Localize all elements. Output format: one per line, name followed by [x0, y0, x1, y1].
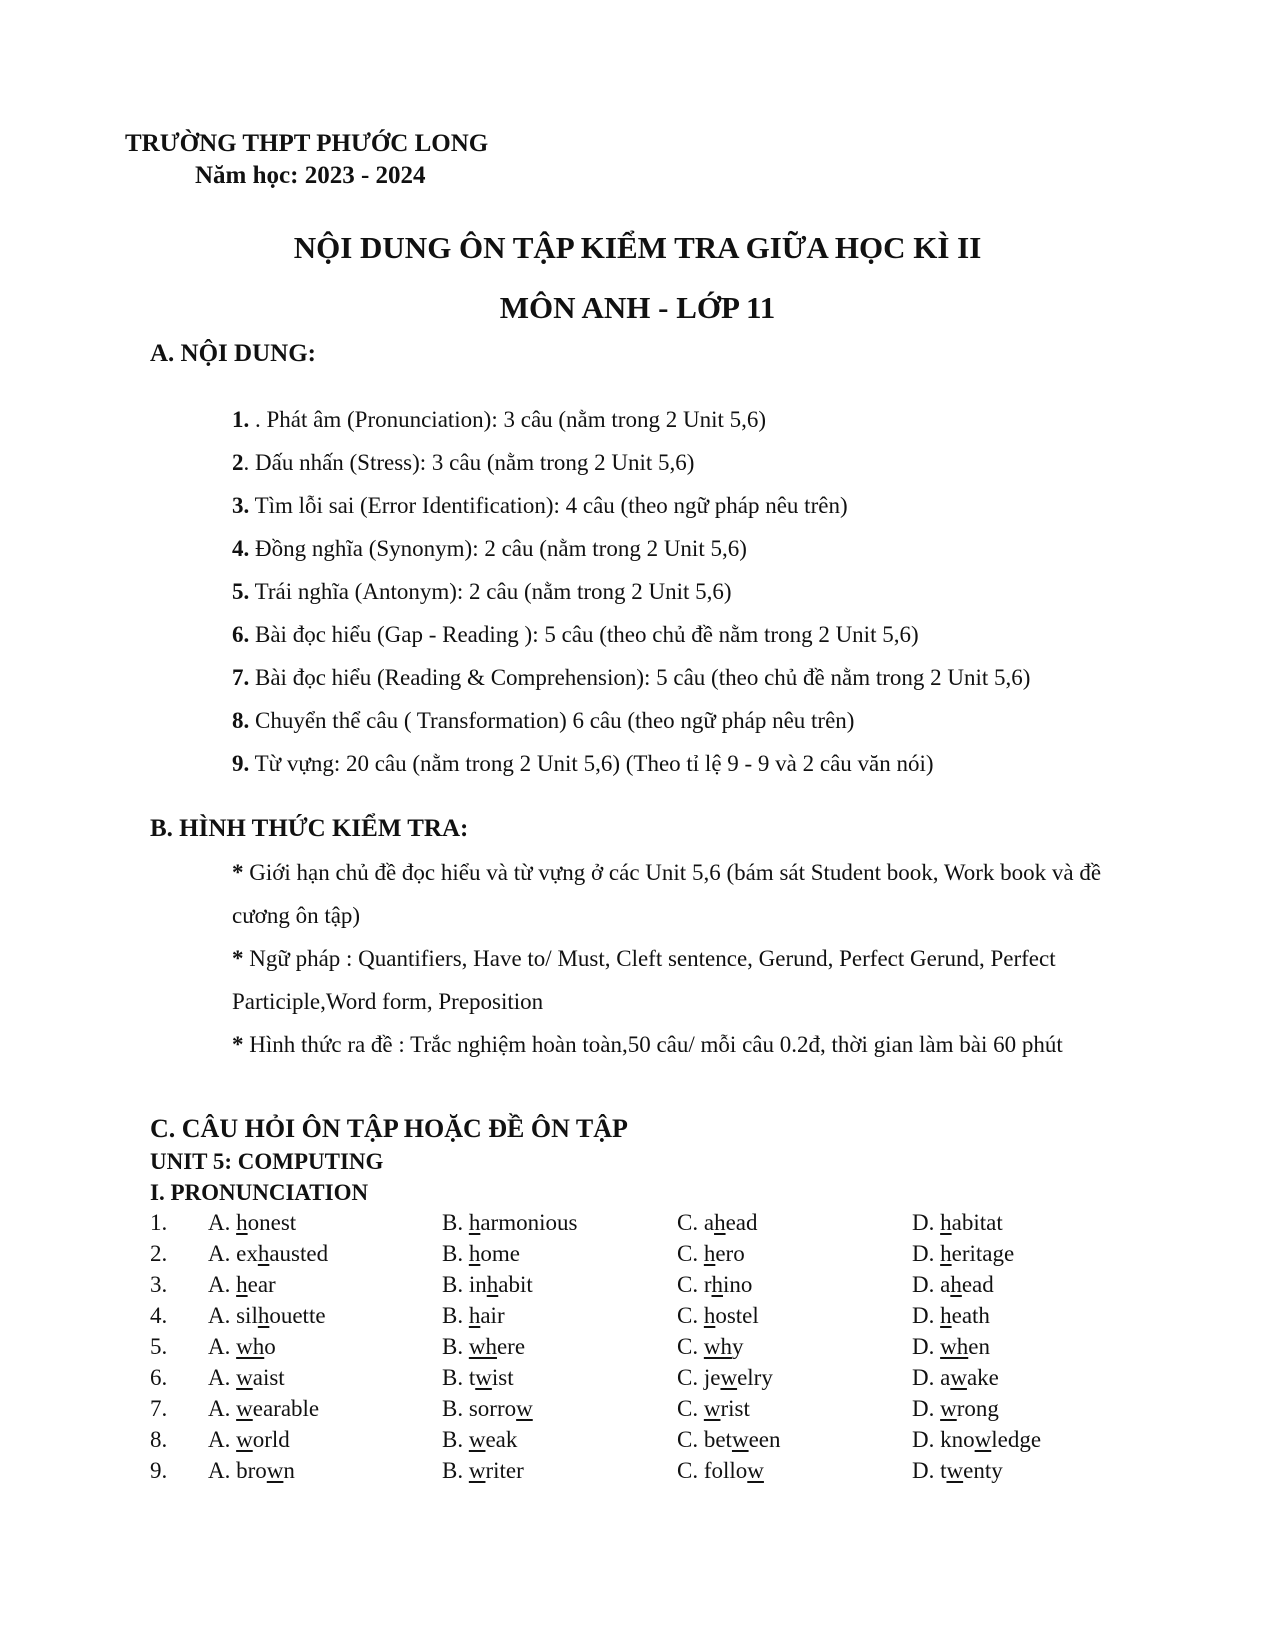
- option-d: D. when: [912, 1334, 990, 1359]
- underlined-letters: h: [940, 1303, 952, 1328]
- item-number: 5.: [232, 579, 250, 604]
- question-number: 1.: [150, 1210, 168, 1235]
- question-row: [150, 1207, 1150, 1238]
- option-b: B. harmonious: [442, 1210, 578, 1235]
- question-row: [150, 1238, 1150, 1269]
- option-c: C. follow: [677, 1458, 764, 1483]
- section-a-heading: A. NỘI DUNG:: [150, 340, 316, 367]
- underlined-letters: w: [703, 1396, 721, 1421]
- underlined-letters: wh: [703, 1334, 732, 1359]
- bullet-star: *: [232, 946, 244, 971]
- underlined-letters: w: [236, 1365, 253, 1390]
- option-c: C. ahead: [677, 1210, 758, 1235]
- option-d: D. awake: [912, 1365, 999, 1390]
- list-item: [232, 398, 1030, 441]
- section-c-heading: C. CÂU HỎI ÔN TẬP HOẶC ĐỀ ÔN TẬP: [150, 1114, 628, 1143]
- underlined-letters: h: [703, 1241, 716, 1266]
- option-a: A. silhouette: [208, 1303, 326, 1328]
- underlined-letters: w: [747, 1458, 764, 1483]
- question-number: 6.: [150, 1365, 168, 1390]
- item-text: Trái nghĩa (Antonym): 2 câu (nằm trong 2 Unit 5,6): [249, 579, 732, 604]
- option-b: B. twist: [442, 1365, 514, 1390]
- underlined-letters: w: [266, 1458, 284, 1483]
- underlined-letters: h: [940, 1241, 952, 1266]
- underlined-letters: wh: [236, 1334, 265, 1359]
- section-b-list: [232, 851, 1132, 1066]
- option-a: A. wearable: [208, 1396, 320, 1421]
- option-a: A. exhausted: [208, 1241, 329, 1266]
- option-d: D. heath: [912, 1303, 990, 1328]
- underlined-letters: w: [468, 1427, 486, 1452]
- option-c: C. hero: [677, 1241, 745, 1266]
- unit-heading: UNIT 5: COMPUTING: [150, 1149, 384, 1174]
- list-item: [232, 441, 1030, 484]
- question-row: [150, 1300, 1150, 1331]
- underlined-letters: h: [950, 1272, 962, 1297]
- section-a-list: [232, 398, 1030, 785]
- underlined-letters: h: [940, 1210, 952, 1235]
- item-text: Từ vựng: 20 câu (nằm trong 2 Unit 5,6) (Theo tỉ lệ 9 - 9 và 2 câu văn nói): [249, 751, 934, 776]
- item-text: Bài đọc hiểu (Gap - Reading ): 5 câu (theo chủ đề nằm trong 2 Unit 5,6): [249, 622, 919, 647]
- question-row: [150, 1424, 1150, 1455]
- question-number: 4.: [150, 1303, 168, 1328]
- item-text: Bài đọc hiểu (Reading & Comprehension): 5 câu (theo chủ đề nằm trong 2 Unit 5,6): [249, 665, 1031, 690]
- list-item: [232, 484, 1030, 527]
- underlined-letters: wh: [940, 1334, 969, 1359]
- underlined-letters: wh: [468, 1334, 497, 1359]
- question-number: 8.: [150, 1427, 168, 1452]
- document-header: [125, 128, 488, 192]
- option-a: A. who: [208, 1334, 276, 1359]
- option-c: C. why: [677, 1334, 744, 1359]
- option-d: D. ahead: [912, 1272, 994, 1297]
- question-number: 2.: [150, 1241, 168, 1266]
- document-subtitle: MÔN ANH - LỚP 11: [499, 290, 776, 325]
- option-d: D. habitat: [912, 1210, 1003, 1235]
- underlined-letters: w: [468, 1458, 486, 1483]
- document-title: NỘI DUNG ÔN TẬP KIỂM TRA GIỮA HỌC KÌ II: [293, 230, 982, 265]
- underlined-letters: h: [711, 1272, 723, 1297]
- question-number: 7.: [150, 1396, 168, 1421]
- underlined-letters: w: [731, 1427, 749, 1452]
- item-text: Giới hạn chủ đề đọc hiểu và từ vựng ở các Unit 5,6 (bám sát Student book, Work book và đề cương ôn tập): [232, 860, 1102, 928]
- option-c: C. rhino: [677, 1272, 753, 1297]
- option-a: A. brown: [208, 1458, 295, 1483]
- item-text: Hình thức ra đề : Trắc nghiệm hoàn toàn,50 câu/ mỗi câu 0.2đ, thời gian làm bài 60 phút: [243, 1032, 1063, 1057]
- underlined-letters: h: [486, 1272, 499, 1297]
- underlined-letters: h: [257, 1241, 270, 1266]
- underlined-letters: w: [475, 1365, 492, 1390]
- list-item: [232, 527, 1030, 570]
- item-text: Ngữ pháp : Quantifiers, Have to/ Must, Cleft sentence, Gerund, Perfect Gerund, Perfect Participle,Word form, Preposition: [232, 946, 1056, 1014]
- underlined-letters: h: [714, 1210, 726, 1235]
- underlined-letters: w: [236, 1396, 253, 1421]
- part-heading: I. PRONUNCIATION: [150, 1180, 369, 1205]
- option-c: C. jewelry: [677, 1365, 773, 1390]
- question-row: [150, 1362, 1150, 1393]
- option-b: B. sorrow: [442, 1396, 533, 1421]
- question-row: [150, 1393, 1150, 1424]
- option-a: A. world: [208, 1427, 290, 1452]
- item-text: Tìm lỗi sai (Error Identification): 4 câu (theo ngữ pháp nêu trên): [249, 493, 848, 518]
- pronunciation-table: [150, 1207, 1150, 1486]
- option-d: D. knowledge: [912, 1427, 1042, 1452]
- question-row: [150, 1269, 1150, 1300]
- list-item: [232, 742, 1030, 785]
- underlined-letters: h: [468, 1303, 481, 1328]
- item-number: 8.: [232, 708, 250, 733]
- item-text: . Dấu nhấn (Stress): 3 câu (nằm trong 2 Unit 5,6): [243, 450, 695, 475]
- option-a: A. hear: [208, 1272, 276, 1297]
- section-c: [150, 1112, 628, 1208]
- option-b: B. inhabit: [442, 1272, 533, 1297]
- bullet-star: *: [232, 860, 244, 885]
- question-number: 3.: [150, 1272, 168, 1297]
- option-b: B. home: [442, 1241, 520, 1266]
- question-row: [150, 1455, 1150, 1486]
- option-a: A. honest: [208, 1210, 297, 1235]
- list-item: [232, 1023, 1132, 1066]
- item-number: 3.: [232, 493, 250, 518]
- option-d: D. heritage: [912, 1241, 1015, 1266]
- item-number: 6.: [232, 622, 250, 647]
- option-c: C. hostel: [677, 1303, 759, 1328]
- option-d: D. wrong: [912, 1396, 999, 1421]
- underlined-letters: h: [236, 1210, 248, 1235]
- question-number: 9.: [150, 1458, 168, 1483]
- option-b: B. weak: [442, 1427, 518, 1452]
- option-d: D. twenty: [912, 1458, 1003, 1483]
- item-number: 2: [232, 450, 244, 475]
- item-number: 9.: [232, 751, 250, 776]
- underlined-letters: w: [720, 1365, 738, 1390]
- school-year: Năm học: 2023 - 2024: [195, 162, 426, 189]
- underlined-letters: w: [950, 1365, 967, 1390]
- item-number: 4.: [232, 536, 250, 561]
- underlined-letters: w: [974, 1427, 992, 1452]
- underlined-letters: w: [236, 1427, 253, 1452]
- underlined-letters: h: [468, 1241, 481, 1266]
- list-item: [232, 656, 1030, 699]
- list-item: [232, 851, 1132, 937]
- underlined-letters: w: [940, 1396, 957, 1421]
- option-b: B. hair: [442, 1303, 505, 1328]
- item-text: Chuyển thể câu ( Transformation) 6 câu (theo ngữ pháp nêu trên): [249, 708, 855, 733]
- item-number: 7.: [232, 665, 250, 690]
- school-name: TRƯỜNG THPT PHƯỚC LONG: [125, 130, 489, 157]
- option-c: C. between: [677, 1427, 781, 1452]
- list-item: [232, 570, 1030, 613]
- question-number: 5.: [150, 1334, 168, 1359]
- underlined-letters: h: [703, 1303, 716, 1328]
- list-item: [232, 699, 1030, 742]
- option-c: C. wrist: [677, 1396, 750, 1421]
- item-text: Đồng nghĩa (Synonym): 2 câu (nằm trong 2 Unit 5,6): [249, 536, 747, 561]
- underlined-letters: h: [468, 1210, 481, 1235]
- list-item: [232, 613, 1030, 656]
- question-row: [150, 1331, 1150, 1362]
- section-b-heading: B. HÌNH THỨC KIỂM TRA:: [150, 815, 469, 842]
- item-number: 1.: [232, 407, 250, 432]
- underlined-letters: w: [516, 1396, 533, 1421]
- list-item: [232, 937, 1132, 1023]
- option-b: B. writer: [442, 1458, 524, 1483]
- underlined-letters: h: [257, 1303, 270, 1328]
- item-text: . Phát âm (Pronunciation): 3 câu (nằm trong 2 Unit 5,6): [249, 407, 767, 432]
- underlined-letters: h: [236, 1272, 248, 1297]
- option-a: A. waist: [208, 1365, 285, 1390]
- bullet-star: *: [232, 1032, 244, 1057]
- option-b: B. where: [442, 1334, 526, 1359]
- underlined-letters: w: [946, 1458, 964, 1483]
